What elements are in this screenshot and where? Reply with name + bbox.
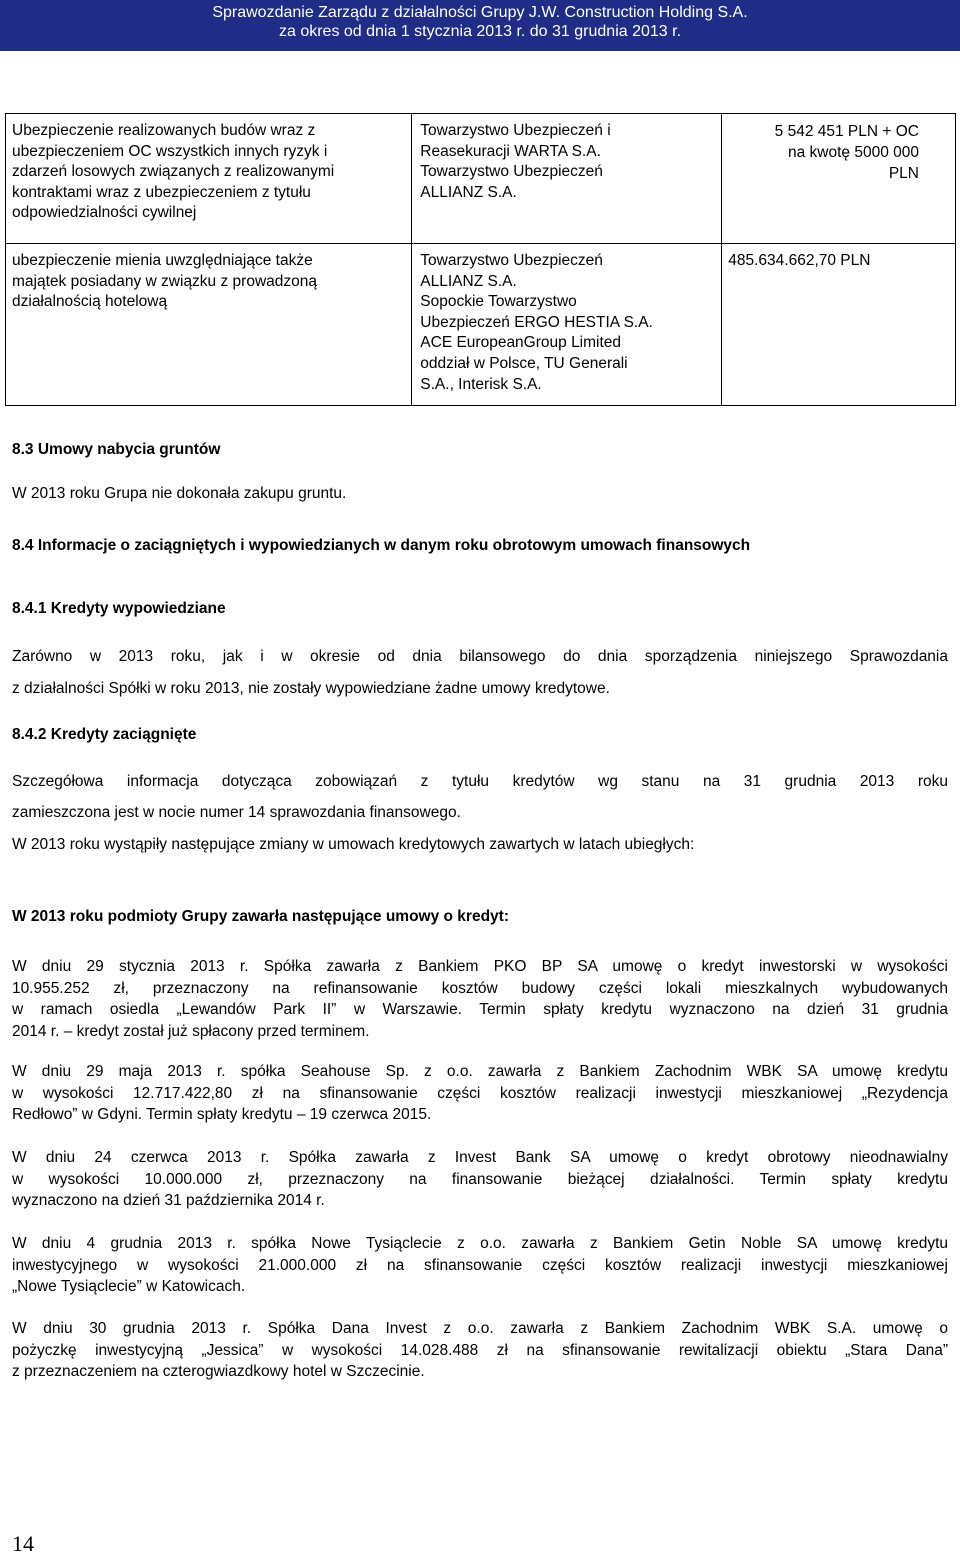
table-row (6, 244, 956, 406)
section-8-3-heading: 8.3 Umowy nabycia gruntów (12, 441, 221, 458)
section-8-4-2-line-2: zamieszczona jest w nocie numer 14 sprawozdania finansowego. (12, 804, 461, 821)
section-8-4-1-line-2: z działalności Spółki w roku 2013, nie zostały wypowiedziane żadne umowy kredytowe. (12, 680, 610, 697)
section-8-4-1-heading: 8.4.1 Kredyty wypowiedziane (12, 600, 226, 617)
credit-paragraph: W dniu 24 czerwca 2013 r. Spółka zawarła z Invest Bank SA umowę o kredyt obrotowy nieodnawialny w wysokości 10.000.000 zł, przeznaczony na finansowanie bieżącej działalności. Termin spłaty kredytu wyznaczono na dzień 31 października 2014 r. (12, 1149, 948, 1209)
section-8-4-2-line-3: W 2013 roku wystąpiły następujące zmiany w umowach kredytowych zawartych w latach ubiegłych: (12, 836, 695, 853)
table-row (6, 114, 956, 244)
amount-cell: 485.634.662,70 PLN (722, 244, 956, 406)
insurance-type-cell: ubezpieczenie mienia uwzględniające także majątek posiadany w związku z prowadzoną działalnością hotelową (6, 244, 412, 406)
insurer-cell: Towarzystwo Ubezpieczeń ALLIANZ S.A. Sopockie Towarzystwo Ubezpieczeń ERGO HESTIA S.A. ACE EuropeanGroup Limited oddział w Polsce, TU Generali S.A., Interisk S.A. (412, 244, 722, 406)
section-8-4-2-line-1: Szczegółowa informacja dotycząca zobowiązań z tytułu kredytów wg stanu na 31 grudnia 2013 roku (12, 773, 948, 790)
insurance-type-cell: Ubezpieczenie realizowanych budów wraz z ubezpieczeniem OC wszystkich innych ryzyk i zdarzeń losowych związanych z realizowanymi kontraktami wraz z ubezpieczeniem z tytułu odpowiedzialności cywilnej (6, 114, 412, 244)
insurer-cell: Towarzystwo Ubezpieczeń i Reasekuracji WARTA S.A. Towarzystwo Ubezpieczeń ALLIANZ S.A. (412, 114, 722, 244)
header-line-1: Sprawozdanie Zarządu z działalności Grupy J.W. Construction Holding S.A. (212, 4, 748, 21)
credit-paragraph: W dniu 29 stycznia 2013 r. Spółka zawarła z Bankiem PKO BP SA umowę o kredyt inwestorski w wysokości 10.955.252 zł, przeznaczony na refinansowanie kosztów budowy części lokali mieszkalnych wybudowanych w ramach osiedla „Lewandów Park II” w Warszawie. Termin spłaty kredytu wyznaczono na dzień 31 grudnia 2014 r. – kredyt został już spłacony przed terminem. (12, 958, 948, 1040)
page-header (0, 0, 960, 51)
header-line-2: za okres od dnia 1 stycznia 2013 r. do 31 grudnia 2013 r. (278, 23, 682, 40)
credit-paragraph: W dniu 4 grudnia 2013 r. spółka Nowe Tysiąclecie z o.o. zawarła z Bankiem Getin Noble SA umowę kredytu inwestycyjnego w wysokości 21.000.000 zł na sfinansowanie części kosztów realizacji inwestycji mieszkaniowej „Nowe Tysiąclecie” w Katowicach. (12, 1235, 948, 1295)
section-8-4-2-heading: 8.4.2 Kredyty zaciągnięte (12, 726, 197, 743)
section-8-4-heading: 8.4 Informacje o zaciągniętych i wypowiedzianych w danym roku obrotowym umowach finansowych (12, 537, 751, 554)
credits-heading: W 2013 roku podmioty Grupy zawarła następujące umowy o kredyt: (12, 908, 509, 925)
insurance-table (5, 113, 956, 406)
credit-paragraph: W dniu 30 grudnia 2013 r. Spółka Dana Invest z o.o. zawarła z Bankiem Zachodnim WBK S.A. umowę o pożyczkę inwestycyjną „Jessica” w wysokości 14.028.488 zł na sfinansowanie rewitalizacji obiektu „Stara Dana” z przeznaczeniem na czterogwiazdkowy hotel w Szczecinie. (12, 1320, 948, 1380)
amount-cell: 5 542 451 PLN + OC na kwotę 5000 000 PLN (722, 114, 956, 244)
page-number: 14 (12, 1531, 34, 1556)
section-8-4-1-line-1: Zarówno w 2013 roku, jak i w okresie od dnia bilansowego do dnia sporządzenia niniejszego Sprawozdania (12, 648, 948, 665)
section-8-3-text: W 2013 roku Grupa nie dokonała zakupu gruntu. (12, 485, 347, 502)
credit-paragraph: W dniu 29 maja 2013 r. spółka Seahouse Sp. z o.o. zawarła z Bankiem Zachodnim WBK SA umowę kredytu w wysokości 12.717.422,80 zł na sfinansowanie części kosztów realizacji inwestycji mieszkaniowej „Rezydencja Redłowo” w Gdyni. Termin spłaty kredytu – 19 czerwca 2015. (12, 1063, 948, 1123)
